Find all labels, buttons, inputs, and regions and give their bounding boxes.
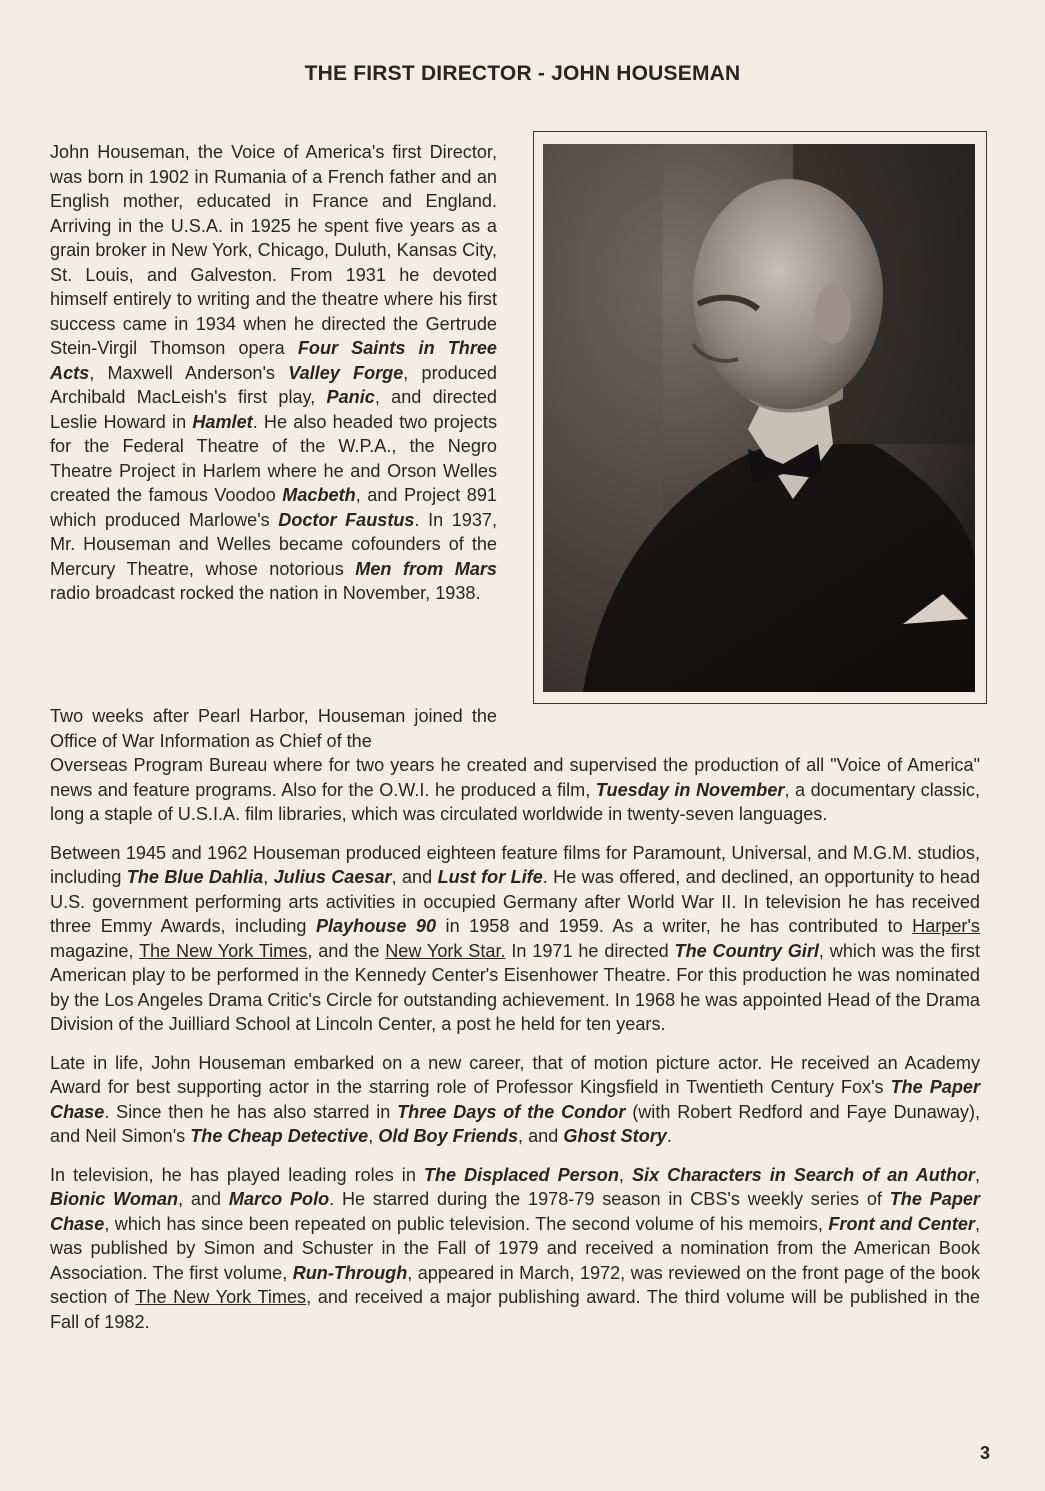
page-number: 3 xyxy=(979,1443,990,1463)
work-title: Panic xyxy=(326,387,375,407)
work-title: The Country Girl xyxy=(674,940,819,961)
publication-name: New York Star. xyxy=(385,940,506,961)
work-title: Valley Forge xyxy=(288,362,404,383)
work-title: Three Days of the Condor xyxy=(397,1101,626,1122)
portrait-photo xyxy=(543,144,975,692)
work-title: Old Boy Friends xyxy=(378,1126,519,1146)
text-run: , and received a major publishing award. The third volume will be published in the Fall of 1982. xyxy=(50,1287,980,1332)
page-title: THE FIRST DIRECTOR - JOHN HOUSEMAN xyxy=(304,62,741,85)
intro-paragraph xyxy=(50,140,497,606)
work-title: Four Saints in Three Acts xyxy=(50,338,497,383)
text-run: , and Project 891 which produced Marlowe's xyxy=(50,485,497,530)
work-title: The Paper Chase xyxy=(50,1189,980,1234)
text-run: Between 1945 and 1962 Houseman produced eighteen feature films for Paramount, Universal, and M.G.M. studios, including xyxy=(50,842,980,887)
text-run: . He starred during the 1978-79 season in CBS's weekly series of xyxy=(329,1189,890,1209)
publication-name: Harper's xyxy=(912,916,980,936)
text-run: , and directed Leslie Howard in xyxy=(50,387,497,432)
work-title: Front and Center xyxy=(828,1213,975,1234)
paragraph-owi-wrapped-lines: Two weeks after Pearl Harbor, Houseman joined the Office of War Information as Chief of the xyxy=(50,706,497,751)
paragraph-owi xyxy=(50,704,980,827)
text-run: , produced Archibald MacLeish's first play, xyxy=(50,362,497,407)
work-title: Tuesday in November xyxy=(595,779,785,800)
work-title: Run-Through xyxy=(292,1262,408,1283)
work-title: Bionic Woman xyxy=(50,1189,179,1209)
text-run: , a documentary classic, long a staple of U.S.I.A. film libraries, which was circulated worldwide in twenty-seven languages. xyxy=(50,779,980,824)
text-run: , which was the first American play to be performed in the Kennedy Center's Eisenhower Theatre. For this production he was nominated by the Los Angeles Drama Critic's Circle for outstanding achievement. In 1968 he was appointed Head of the Drama Division of the Juilliard School at Lincoln Center, a post he held for ten years. xyxy=(50,940,981,1034)
text-run: . He was offered, and declined, an opportunity to head U.S. government performing arts activities in occupied Germany after World War II. In television he has received three Emmy Awards, including xyxy=(50,867,981,936)
text-run: Late in life, John Houseman embarked on a new career, that of motion picture actor. He received an Academy Award for best supporting actor in the starring role of Professor Kingsfield in Twentieth Century Fox's xyxy=(50,1052,980,1097)
text-run: , and xyxy=(518,1126,564,1146)
portrait-photo-frame xyxy=(533,131,987,704)
text-run: , xyxy=(368,1126,379,1146)
text-run: In television, he has played leading roles in xyxy=(50,1164,424,1185)
text-run: , which has since been repeated on public television. The second volume of his memoirs, xyxy=(104,1213,829,1234)
text-run: , xyxy=(618,1164,632,1185)
work-title: The Displaced Person xyxy=(423,1164,619,1185)
paragraph-films xyxy=(50,841,980,1037)
text-run: , and xyxy=(178,1189,229,1209)
publication-name: The New York Times xyxy=(135,1287,307,1307)
work-title: Men from Mars xyxy=(355,558,497,579)
work-title: Macbeth xyxy=(282,485,356,505)
work-title: Julius Caesar xyxy=(273,867,392,887)
text-run: , appeared in March, 1972, was reviewed on the front page of the book section of xyxy=(50,1262,980,1307)
text-run: . xyxy=(666,1126,672,1146)
work-title: The Paper Chase xyxy=(50,1077,981,1122)
portrait-image xyxy=(543,144,975,692)
article-body xyxy=(50,704,980,1348)
text-run: . He also headed two projects for the Federal Theatre of the W.P.A., the Negro Theatre Project in Harlem where he and Orson Welles created the famous Voodoo xyxy=(50,411,497,505)
text-run: magazine, xyxy=(50,940,139,961)
text-run: Overseas Program Bureau where for two years he created and supervised the production of all "Voice of America" news and feature programs. Also for the O.W.I. he produced a film, xyxy=(50,755,980,800)
work-title: Doctor Faustus xyxy=(278,509,415,530)
text-run: , xyxy=(263,867,274,887)
work-title: Ghost Story xyxy=(563,1126,667,1146)
text-run: , xyxy=(974,1164,980,1185)
work-title: The Cheap Detective xyxy=(190,1126,369,1146)
text-run: , and the xyxy=(307,940,386,961)
text-run: John Houseman, the Voice of America's first Director, was born in 1902 in Rumania of a French father and an English mother, educated in France and England. Arriving in the U.S.A. in 1925 he spent five years as a grain broker in New York, Chicago, Duluth, Kansas City, St. Louis, and Galveston. From 1931 he devoted himself entirely to writing and the theatre where his first success came in 1934 when he directed the Gertrude Stein-Virgil Thomson opera xyxy=(50,142,497,358)
work-title: Marco Polo xyxy=(228,1189,330,1209)
work-title: Playhouse 90 xyxy=(315,916,437,936)
paragraph-owi-rest xyxy=(50,755,980,824)
work-title: Six Characters in Search of an Author xyxy=(631,1164,975,1185)
text-run: . In 1937, Mr. Houseman and Welles became cofounders of the Mercury Theatre, whose notorious xyxy=(50,509,497,579)
text-run: , was published by Simon and Schuster in the Fall of 1979 and received a nomination from the American Book Association. The first volume, xyxy=(50,1213,980,1283)
work-title: Hamlet xyxy=(192,411,253,432)
text-run: radio broadcast rocked the nation in November, 1938. xyxy=(50,583,481,603)
text-run: . Since then he has also starred in xyxy=(104,1101,398,1122)
work-title: The Blue Dahlia xyxy=(126,867,264,887)
text-run: , Maxwell Anderson's xyxy=(89,362,289,383)
text-run: , and xyxy=(391,867,438,887)
paragraph-acting xyxy=(50,1051,980,1149)
text-run: (with Robert Redford and Faye Dunaway), and Neil Simon's xyxy=(50,1101,980,1146)
work-title: Lust for Life xyxy=(437,867,543,887)
paragraph-television xyxy=(50,1163,980,1335)
text-run: In 1971 he directed xyxy=(505,940,675,961)
text-run: in 1958 and 1959. As a writer, he has contributed to xyxy=(436,916,913,936)
publication-name: The New York Times xyxy=(139,940,308,961)
